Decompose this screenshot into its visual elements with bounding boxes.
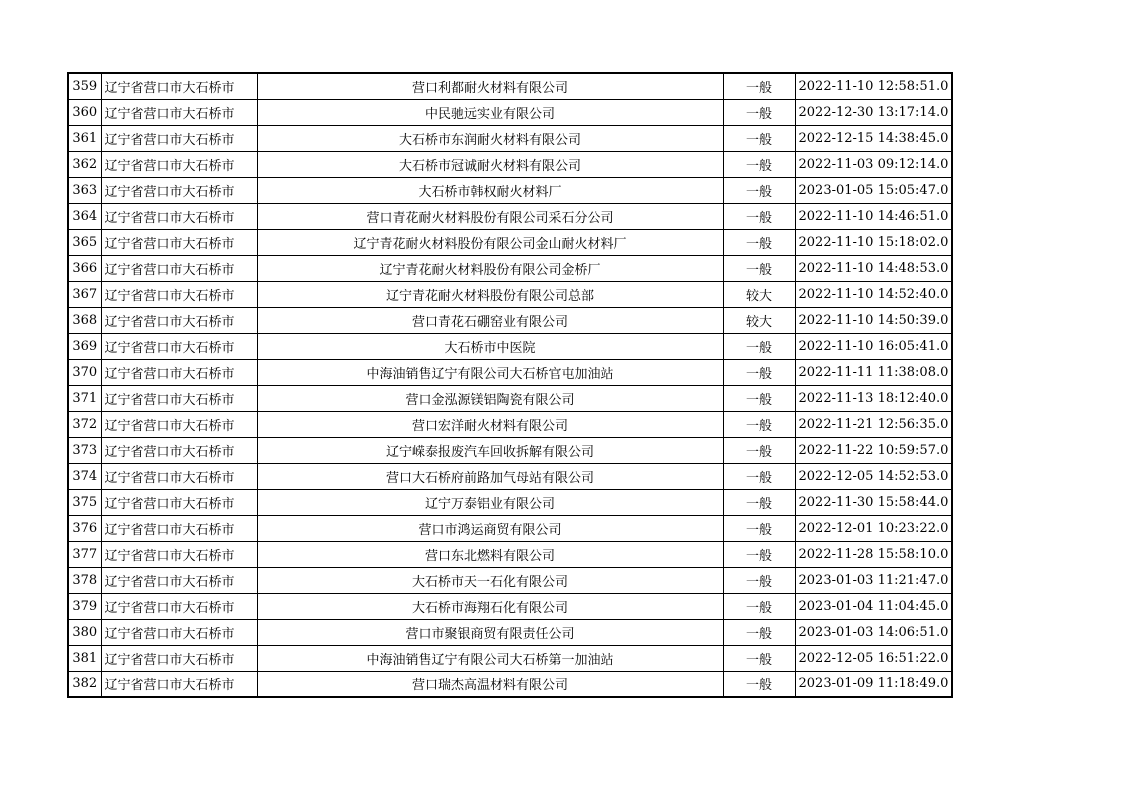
company-name-cell: 营口大石桥府前路加气母站有限公司 xyxy=(257,463,723,489)
company-name-cell: 营口市聚银商贸有限责任公司 xyxy=(257,619,723,645)
table-row xyxy=(68,255,952,281)
table-row xyxy=(68,99,952,125)
row-number: 376 xyxy=(68,515,101,541)
row-number: 362 xyxy=(68,151,101,177)
timestamp-cell: 2022-11-03 09:12:14.0 xyxy=(795,151,952,177)
timestamp-cell: 2022-12-30 13:17:14.0 xyxy=(795,99,952,125)
enterprise-table xyxy=(67,72,953,698)
risk-level-cell: 一般 xyxy=(723,463,795,489)
company-name-cell: 辽宁青花耐火材料股份有限公司金山耐火材料厂 xyxy=(257,229,723,255)
row-number: 375 xyxy=(68,489,101,515)
region-cell: 辽宁省营口市大石桥市 xyxy=(101,385,257,411)
table-row xyxy=(68,645,952,671)
risk-level-cell: 较大 xyxy=(723,307,795,333)
table-row xyxy=(68,463,952,489)
region-cell: 辽宁省营口市大石桥市 xyxy=(101,515,257,541)
table-row xyxy=(68,281,952,307)
table-row xyxy=(68,489,952,515)
company-name-cell: 大石桥市冠诚耐火材料有限公司 xyxy=(257,151,723,177)
company-name-cell: 大石桥市中医院 xyxy=(257,333,723,359)
timestamp-cell: 2022-12-01 10:23:22.0 xyxy=(795,515,952,541)
timestamp-cell: 2022-12-15 14:38:45.0 xyxy=(795,125,952,151)
table-row xyxy=(68,437,952,463)
company-name-cell: 大石桥市天一石化有限公司 xyxy=(257,567,723,593)
region-cell: 辽宁省营口市大石桥市 xyxy=(101,151,257,177)
risk-level-cell: 一般 xyxy=(723,411,795,437)
row-number: 361 xyxy=(68,125,101,151)
table-row xyxy=(68,307,952,333)
row-number: 377 xyxy=(68,541,101,567)
row-number: 365 xyxy=(68,229,101,255)
company-name-cell: 营口市鸿运商贸有限公司 xyxy=(257,515,723,541)
region-cell: 辽宁省营口市大石桥市 xyxy=(101,281,257,307)
row-number: 381 xyxy=(68,645,101,671)
region-cell: 辽宁省营口市大石桥市 xyxy=(101,411,257,437)
company-name-cell: 辽宁青花耐火材料股份有限公司金桥厂 xyxy=(257,255,723,281)
table-row xyxy=(68,359,952,385)
timestamp-cell: 2022-11-10 16:05:41.0 xyxy=(795,333,952,359)
region-cell: 辽宁省营口市大石桥市 xyxy=(101,463,257,489)
row-number: 359 xyxy=(68,73,101,99)
timestamp-cell: 2022-11-13 18:12:40.0 xyxy=(795,385,952,411)
timestamp-cell: 2022-12-05 16:51:22.0 xyxy=(795,645,952,671)
table-row xyxy=(68,567,952,593)
company-name-cell: 大石桥市韩权耐火材料厂 xyxy=(257,177,723,203)
row-number: 364 xyxy=(68,203,101,229)
region-cell: 辽宁省营口市大石桥市 xyxy=(101,489,257,515)
risk-level-cell: 一般 xyxy=(723,593,795,619)
risk-level-cell: 一般 xyxy=(723,671,795,697)
timestamp-cell: 2023-01-03 11:21:47.0 xyxy=(795,567,952,593)
risk-level-cell: 一般 xyxy=(723,359,795,385)
row-number: 380 xyxy=(68,619,101,645)
risk-level-cell: 一般 xyxy=(723,125,795,151)
risk-level-cell: 一般 xyxy=(723,385,795,411)
company-name-cell: 辽宁嵘泰报废汽车回收拆解有限公司 xyxy=(257,437,723,463)
region-cell: 辽宁省营口市大石桥市 xyxy=(101,645,257,671)
region-cell: 辽宁省营口市大石桥市 xyxy=(101,255,257,281)
timestamp-cell: 2022-11-11 11:38:08.0 xyxy=(795,359,952,385)
risk-level-cell: 一般 xyxy=(723,645,795,671)
risk-level-cell: 一般 xyxy=(723,229,795,255)
timestamp-cell: 2022-11-21 12:56:35.0 xyxy=(795,411,952,437)
company-name-cell: 大石桥市东润耐火材料有限公司 xyxy=(257,125,723,151)
table-row xyxy=(68,229,952,255)
company-name-cell: 辽宁万泰铝业有限公司 xyxy=(257,489,723,515)
timestamp-cell: 2022-11-10 14:50:39.0 xyxy=(795,307,952,333)
table-row xyxy=(68,73,952,99)
table-row xyxy=(68,125,952,151)
region-cell: 辽宁省营口市大石桥市 xyxy=(101,671,257,697)
company-name-cell: 营口青花石硼窑业有限公司 xyxy=(257,307,723,333)
row-number: 382 xyxy=(68,671,101,697)
company-name-cell: 营口青花耐火材料股份有限公司采石分公司 xyxy=(257,203,723,229)
row-number: 369 xyxy=(68,333,101,359)
region-cell: 辽宁省营口市大石桥市 xyxy=(101,619,257,645)
company-name-cell: 中海油销售辽宁有限公司大石桥官屯加油站 xyxy=(257,359,723,385)
timestamp-cell: 2022-11-10 15:18:02.0 xyxy=(795,229,952,255)
risk-level-cell: 一般 xyxy=(723,203,795,229)
risk-level-cell: 一般 xyxy=(723,151,795,177)
row-number: 370 xyxy=(68,359,101,385)
table-row xyxy=(68,411,952,437)
risk-level-cell: 一般 xyxy=(723,99,795,125)
risk-level-cell: 一般 xyxy=(723,437,795,463)
company-name-cell: 营口金泓源镁铝陶瓷有限公司 xyxy=(257,385,723,411)
row-number: 366 xyxy=(68,255,101,281)
risk-level-cell: 一般 xyxy=(723,333,795,359)
region-cell: 辽宁省营口市大石桥市 xyxy=(101,203,257,229)
row-number: 372 xyxy=(68,411,101,437)
risk-level-cell: 一般 xyxy=(723,73,795,99)
risk-level-cell: 一般 xyxy=(723,255,795,281)
region-cell: 辽宁省营口市大石桥市 xyxy=(101,593,257,619)
risk-level-cell: 一般 xyxy=(723,489,795,515)
timestamp-cell: 2023-01-04 11:04:45.0 xyxy=(795,593,952,619)
region-cell: 辽宁省营口市大石桥市 xyxy=(101,437,257,463)
row-number: 367 xyxy=(68,281,101,307)
timestamp-cell: 2022-11-28 15:58:10.0 xyxy=(795,541,952,567)
risk-level-cell: 较大 xyxy=(723,281,795,307)
timestamp-cell: 2022-11-10 14:52:40.0 xyxy=(795,281,952,307)
risk-level-cell: 一般 xyxy=(723,541,795,567)
company-name-cell: 营口东北燃料有限公司 xyxy=(257,541,723,567)
timestamp-cell: 2022-12-05 14:52:53.0 xyxy=(795,463,952,489)
table-row xyxy=(68,385,952,411)
company-name-cell: 营口利都耐火材料有限公司 xyxy=(257,73,723,99)
row-number: 368 xyxy=(68,307,101,333)
table-row xyxy=(68,151,952,177)
region-cell: 辽宁省营口市大石桥市 xyxy=(101,567,257,593)
timestamp-cell: 2022-11-30 15:58:44.0 xyxy=(795,489,952,515)
timestamp-cell: 2022-11-10 14:48:53.0 xyxy=(795,255,952,281)
table-row xyxy=(68,203,952,229)
row-number: 363 xyxy=(68,177,101,203)
region-cell: 辽宁省营口市大石桥市 xyxy=(101,229,257,255)
table-row xyxy=(68,541,952,567)
timestamp-cell: 2022-11-22 10:59:57.0 xyxy=(795,437,952,463)
timestamp-cell: 2022-11-10 14:46:51.0 xyxy=(795,203,952,229)
timestamp-cell: 2023-01-09 11:18:49.0 xyxy=(795,671,952,697)
company-name-cell: 中民驰远实业有限公司 xyxy=(257,99,723,125)
row-number: 371 xyxy=(68,385,101,411)
table-row xyxy=(68,515,952,541)
company-name-cell: 营口宏洋耐火材料有限公司 xyxy=(257,411,723,437)
table-row xyxy=(68,671,952,697)
risk-level-cell: 一般 xyxy=(723,515,795,541)
risk-level-cell: 一般 xyxy=(723,619,795,645)
table-row xyxy=(68,333,952,359)
row-number: 373 xyxy=(68,437,101,463)
region-cell: 辽宁省营口市大石桥市 xyxy=(101,541,257,567)
table-row xyxy=(68,619,952,645)
region-cell: 辽宁省营口市大石桥市 xyxy=(101,359,257,385)
timestamp-cell: 2023-01-03 14:06:51.0 xyxy=(795,619,952,645)
region-cell: 辽宁省营口市大石桥市 xyxy=(101,307,257,333)
region-cell: 辽宁省营口市大石桥市 xyxy=(101,99,257,125)
company-name-cell: 营口瑞杰高温材料有限公司 xyxy=(257,671,723,697)
risk-level-cell: 一般 xyxy=(723,177,795,203)
region-cell: 辽宁省营口市大石桥市 xyxy=(101,125,257,151)
row-number: 378 xyxy=(68,567,101,593)
row-number: 379 xyxy=(68,593,101,619)
table-body xyxy=(68,73,952,697)
region-cell: 辽宁省营口市大石桥市 xyxy=(101,333,257,359)
table-row xyxy=(68,177,952,203)
row-number: 374 xyxy=(68,463,101,489)
row-number: 360 xyxy=(68,99,101,125)
timestamp-cell: 2022-11-10 12:58:51.0 xyxy=(795,73,952,99)
timestamp-cell: 2023-01-05 15:05:47.0 xyxy=(795,177,952,203)
company-name-cell: 大石桥市海翔石化有限公司 xyxy=(257,593,723,619)
region-cell: 辽宁省营口市大石桥市 xyxy=(101,73,257,99)
risk-level-cell: 一般 xyxy=(723,567,795,593)
company-name-cell: 辽宁青花耐火材料股份有限公司总部 xyxy=(257,281,723,307)
region-cell: 辽宁省营口市大石桥市 xyxy=(101,177,257,203)
company-name-cell: 中海油销售辽宁有限公司大石桥第一加油站 xyxy=(257,645,723,671)
table-row xyxy=(68,593,952,619)
